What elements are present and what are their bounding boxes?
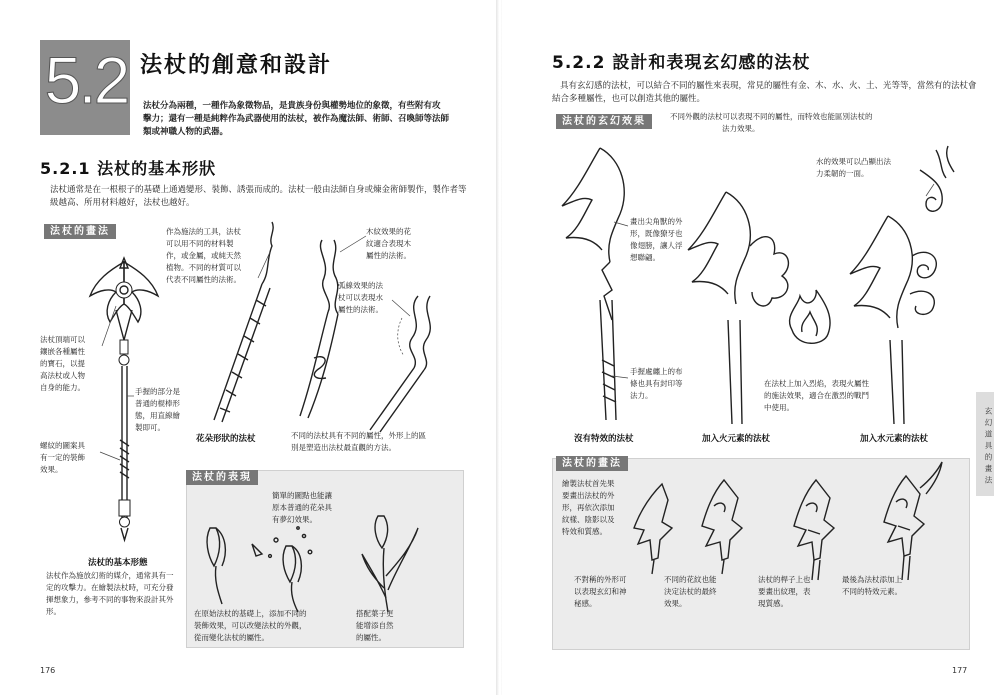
annotation-attribute: 不同的法杖具有不同的屬性，外形上的區 別是塑造出法杖最直觀的方法。 xyxy=(291,431,426,452)
annotation-step2: 不同的花紋也能 決定法杖的最終 效果。 xyxy=(664,575,717,608)
annotation-base: 在原始法杖的基礎上，添加不同的 裝飾效果，可以改變法杖的外觀， 從而變化法杖的屬性。 xyxy=(194,609,307,642)
page-number-right: 177 xyxy=(952,666,968,675)
chapter-side-tab: 玄幻道具的畫法 xyxy=(976,392,994,496)
step-drawings xyxy=(634,462,942,580)
section-intro: 法杖通常是在一根根子的基礎上通過變形、裝飾、誘張而成的。法杖一般由法師自身或煉金術師製作，製作者等 級越高、所用材料越好，法杖也越好。 xyxy=(50,185,467,208)
intro-text: 法杖分為兩種，一種作為象徵物品，是貴族身份與權勢地位的象徵，有些附有攻 擊力；還有一種是純粹作為武器使用的法杖，被作為魔法師、術師、召喚師等法師 類或神職人物的武器。 xyxy=(143,101,450,137)
annotation-dream: 簡單的圖點也能讓 原本普通的花朵具 有夢幻效果。 xyxy=(272,491,332,524)
annotation-top: 法杖頂端可以 鑲嵌各種屬性 的寶石，以提 高法杖或人物 自身的能力。 xyxy=(40,335,85,392)
twisted-staff-drawing xyxy=(214,222,273,422)
basic-staff-drawing xyxy=(90,258,158,540)
right-illustrations xyxy=(502,0,1000,695)
plain-staff-drawing xyxy=(562,148,628,420)
left-illustrations xyxy=(0,0,498,695)
flower-drawings xyxy=(207,516,418,612)
annotation-fire: 在法杖上加入烈焰，表現火屬性 的施法效果，適合在激烈的戰鬥 中使用。 xyxy=(764,379,869,412)
section-title-right: 5.2.2 設計和表現玄幻感的法杖 xyxy=(552,53,811,73)
annotation-arc: 弧線效果的法 杖可以表現水 屬性的法術。 xyxy=(338,281,383,314)
fire-staff-drawing xyxy=(688,192,830,424)
annotation-wood: 木紋效果的花 紋適合表現木 屬性的法術。 xyxy=(366,227,411,260)
annotation-leaf: 搭配葉子更 能增添自然 的屬性。 xyxy=(356,609,394,642)
caption-fire-staff: 加入火元素的法杖 xyxy=(702,434,771,444)
annotation-step1: 不對稱的外形可 以表現玄幻和神 秘感。 xyxy=(574,575,627,608)
annotation-cloth: 手握處纏上的布 條也具有封印等 法力。 xyxy=(630,367,683,400)
page-title: 法杖的創意和設計 xyxy=(140,53,333,78)
section-title: 5.2.1 法杖的基本形狀 xyxy=(40,159,217,178)
annotation-spiral: 螺紋的圖案具 有一定的裝飾 效果。 xyxy=(40,441,85,474)
caption-plain-staff: 沒有特效的法杖 xyxy=(574,434,634,444)
caption-water-staff: 加入水元素的法杖 xyxy=(860,434,929,444)
annotation-step3: 法杖的桿子上也 要畫出紋理，表 現質感。 xyxy=(758,575,811,608)
water-staff-drawing xyxy=(850,146,954,424)
page-number: 176 xyxy=(40,666,56,675)
arc-staff-drawing xyxy=(370,296,430,432)
right-page xyxy=(502,0,1000,695)
label-effect: 法杖的玄幻效果 xyxy=(556,114,652,129)
annotation-water: 水的效果可以凸顯出法 力柔韌的一面。 xyxy=(816,157,891,178)
annotation-tool: 作為施法的工具，法杖 可以用不同的材料製 作，或金屬，或純天然 植物。不同的材質可以 代表不同屬性的法術。 xyxy=(166,227,241,284)
annotation-grip: 手握的部分是 普通的棍棒形 態，用直線繪 製即可。 xyxy=(135,387,180,432)
annotation-step4: 最後為法杖添加上 不同的特效元素。 xyxy=(842,575,902,596)
annotation-beast: 畫出尖角獸的外 形，既像獠牙也 像翅膀，讓人浮 想聯翩。 xyxy=(630,217,683,262)
right-intro: 具有玄幻感的法杖，可以結合不同的屬性來表現，常見的屬性有金、木、水、火、土、光等等，當然有的法杖會 結合多種屬性，也可以創造其他的屬性。 xyxy=(552,81,977,104)
annotation-step0: 繪製法杖首先果 要畫出法杖的外 形，再依次添加 紋樣、陰影以及 特效和質感。 xyxy=(562,479,615,536)
caption-basic-form: 法杖的基本形態 xyxy=(88,558,148,568)
basic-form-text: 法杖作為施放幻術的媒介，通常具有一 定的攻擊力。在繪製法杖時，可充分發 揮想象力，參考不同的事物來設計其外 形。 xyxy=(46,571,174,616)
label-drawing-right: 法杖的畫法 xyxy=(556,456,628,471)
chapter-number: 5.2 xyxy=(44,43,128,117)
annotation-effect: 不同外觀的法杖可以表現不同的屬性，而特效也能區別法杖的 法力效果。 xyxy=(670,112,873,133)
wood-staff-drawing xyxy=(300,236,366,418)
left-page xyxy=(0,0,498,695)
label-drawing: 法杖的畫法 xyxy=(44,224,116,239)
caption-flower-staff: 花朵形狀的法杖 xyxy=(196,434,256,444)
label-expression: 法杖的表現 xyxy=(186,470,258,485)
